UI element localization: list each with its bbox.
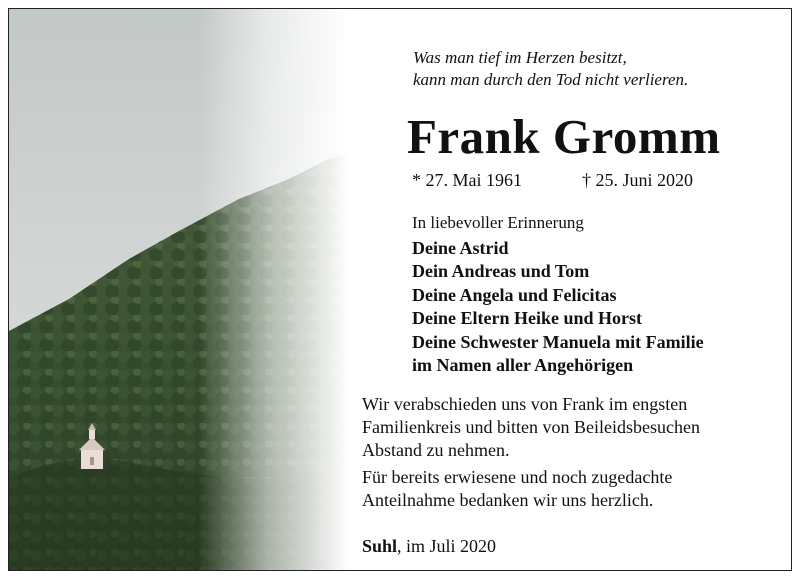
mourner-line: Dein Andreas und Tom	[412, 261, 590, 282]
mourners-list	[412, 237, 704, 377]
death-date: † 25. Juni 2020	[582, 170, 694, 190]
place-and-date	[362, 535, 496, 557]
quote-line: kann man durch den Tod nicht verlieren.	[413, 70, 689, 89]
quote-line: Was man tief im Herzen besitzt,	[413, 48, 627, 67]
memory-intro: In liebevoller Erinnerung	[412, 213, 584, 232]
obituary-text	[9, 9, 791, 570]
paragraph-line: Anteilnahme bedanken wir uns herzlich.	[362, 490, 654, 510]
mourner-line: Deine Schwester Manuela mit Familie	[412, 331, 704, 352]
birth-date: * 27. Mai 1961	[412, 170, 522, 190]
mourner-line: Deine Angela und Felicitas	[412, 284, 617, 305]
paragraph-line: Abstand zu nehmen.	[362, 440, 510, 460]
obituary-frame	[8, 8, 792, 571]
place-name: Suhl	[362, 536, 398, 556]
farewell-paragraph	[362, 393, 782, 462]
paragraph-line: Familienkreis und bitten von Beileidsbesuchen	[362, 417, 700, 437]
paragraph-line: Wir verabschieden uns von Frank im engsten	[362, 394, 688, 414]
paragraph-line: Für bereits erwiesene und noch zugedachte	[362, 467, 673, 487]
life-dates	[412, 169, 694, 191]
mourner-line: Deine Astrid	[412, 238, 509, 258]
mourner-line: im Namen aller Angehörigen	[412, 355, 634, 376]
deceased-name: Frank Gromm	[407, 109, 721, 164]
closing-date: , im Juli 2020	[397, 536, 497, 556]
memorial-quote	[413, 47, 763, 91]
thanks-paragraph	[362, 466, 782, 512]
mourner-line: Deine Eltern Heike und Horst	[412, 308, 642, 329]
